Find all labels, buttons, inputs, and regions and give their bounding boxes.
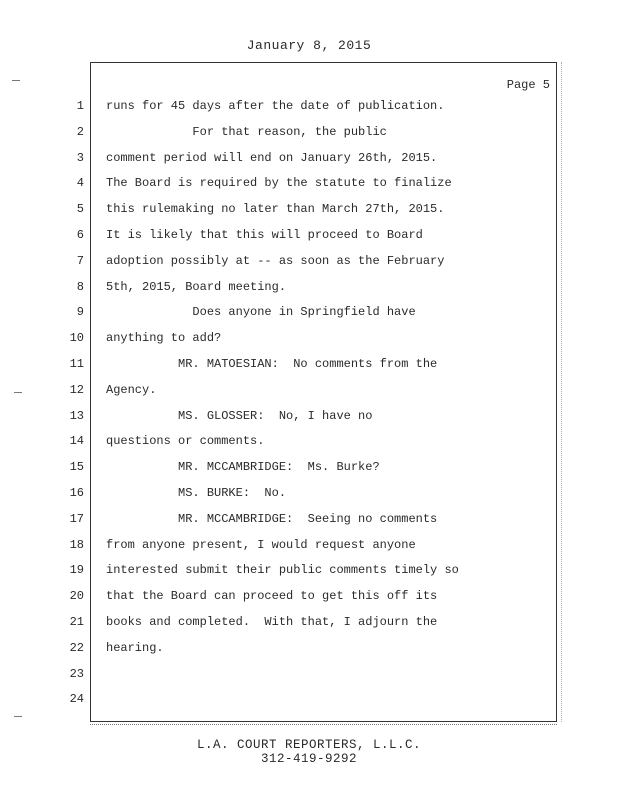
transcript-line-text: Agency. — [106, 383, 157, 397]
line-number: 8 — [76, 280, 84, 294]
line-number: 13 — [69, 409, 84, 423]
transcript-line-text: It is likely that this will proceed to Board — [106, 228, 423, 242]
line-number: 15 — [69, 460, 84, 474]
line-number: 6 — [76, 228, 84, 242]
line-number: 10 — [69, 331, 84, 345]
line-number: 12 — [69, 383, 84, 397]
transcript-line-text: books and completed. With that, I adjourn the — [106, 615, 438, 629]
scan-mark — [14, 716, 22, 717]
transcript-line-text: MS. BURKE: No. — [106, 486, 287, 500]
transcript-date: January 8, 2015 — [246, 38, 372, 53]
line-number: 24 — [69, 692, 84, 706]
transcript-line-text: hearing. — [106, 641, 164, 655]
transcript-line-text: MR. MATOESIAN: No comments from the — [106, 357, 438, 371]
transcript-line-text: anything to add? — [106, 331, 222, 345]
transcript-line-text: adoption possibly at -- as soon as the February — [106, 254, 445, 268]
scan-mark — [12, 80, 20, 81]
transcript-line-text: The Board is required by the statute to finalize — [106, 176, 452, 190]
line-number: 9 — [76, 305, 84, 319]
line-number: 19 — [69, 563, 84, 577]
line-number: 20 — [69, 589, 84, 603]
transcript-line-text: For that reason, the public — [106, 125, 387, 139]
transcript-line-text: questions or comments. — [106, 434, 265, 448]
transcript-line-text: MS. GLOSSER: No, I have no — [106, 409, 373, 423]
line-number: 23 — [69, 667, 84, 681]
transcript-line-text: runs for 45 days after the date of publication. — [106, 99, 445, 113]
line-number: 5 — [76, 202, 84, 216]
transcript-line-text: MR. MCCAMBRIDGE: Seeing no comments — [106, 512, 438, 526]
line-number: 14 — [69, 434, 84, 448]
transcript-line-text: from anyone present, I would request anyone — [106, 538, 416, 552]
page-number-label: Page 5 — [506, 78, 550, 92]
line-number: 11 — [69, 357, 84, 371]
line-number: 3 — [76, 151, 84, 165]
line-number: 16 — [69, 486, 84, 500]
transcript-line-text: Does anyone in Springfield have — [106, 305, 416, 319]
court-reporter-name: L.A. COURT REPORTERS, L.L.C. — [196, 738, 422, 752]
transcript-line-text: this rulemaking no later than March 27th, 2015. — [106, 202, 445, 216]
transcript-line-text: 5th, 2015, Board meeting. — [106, 280, 287, 294]
line-number: 18 — [69, 538, 84, 552]
court-reporter-phone: 312-419-9292 — [260, 752, 357, 766]
line-number: 17 — [69, 512, 84, 526]
page-edge-shadow — [559, 62, 562, 722]
line-number: 2 — [76, 125, 84, 139]
line-number: 7 — [76, 254, 84, 268]
transcript-line-text: that the Board can proceed to get this off its — [106, 589, 438, 603]
transcript-line-text: MR. MCCAMBRIDGE: Ms. Burke? — [106, 460, 380, 474]
line-number: 1 — [76, 99, 84, 113]
line-number: 4 — [76, 176, 84, 190]
page-bottom-shadow — [90, 722, 557, 725]
transcript-line-text: comment period will end on January 26th, 2015. — [106, 151, 438, 165]
line-number: 21 — [69, 615, 84, 629]
line-number: 22 — [69, 641, 84, 655]
scan-mark — [14, 392, 22, 393]
transcript-line-text: interested submit their public comments timely so — [106, 563, 459, 577]
